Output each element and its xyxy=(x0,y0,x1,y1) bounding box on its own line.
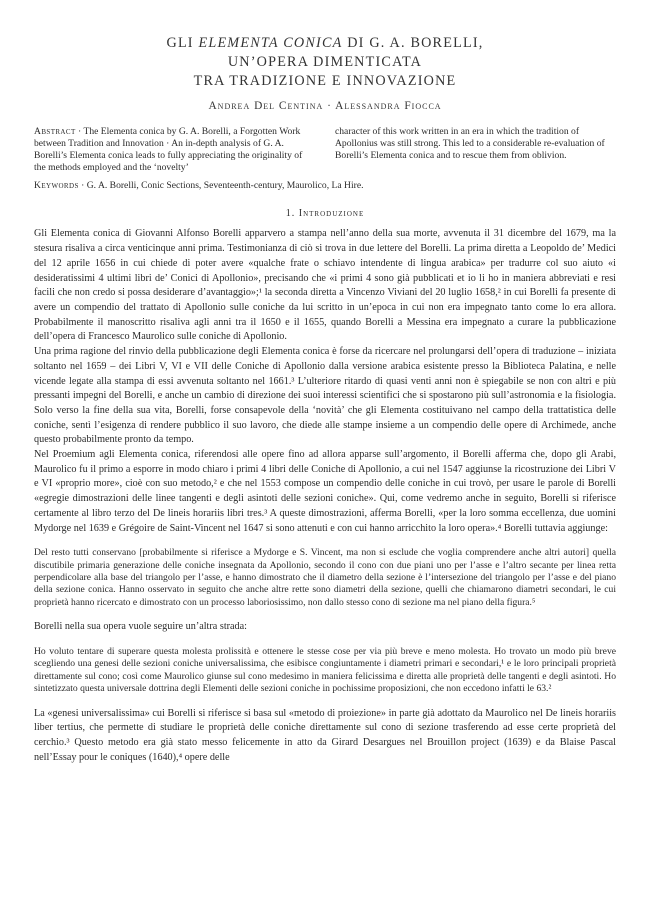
abstract-label: Abstract xyxy=(34,126,76,137)
block-quote-2-text: Ho voluto tentare di superare questa molesta prolissità e ottenere le stesse cose per via più breve e meno molesta. Ho trovato un modo più breve scegliendo una genesi delle sezioni coniche universalissima, che esibisce congiuntamente i diametri primari e secondari,¹ e le loro principali proprietà direttamente sul cono; così come Maurolico giunse sul cono medesimo in maniera felicissima e diretta alle proprietà delle tangenti e degli asintoti. Ho sintetizzato questa universale dottrina degli Elementi delle sezioni coniche in pochissime proposizioni, che non eccedono infatti le 63.² xyxy=(34,645,616,695)
abstract-right-column xyxy=(335,126,616,174)
paragraph-3: Nel Proemium agli Elementa conica, riferendosi alle opere fino ad allora apparse sull’argomento, il Borelli afferma che, dopo gli Arabi, Maurolico fu il primo a esporre in modo chiaro i primi 4 libri delle Coniche di Apollonio, a cui nel 1547 aggiunse la ricostruzione dei Libri V e VI «proprio more», cioè con suo metodo,² e che nel 1553 compose un compendio delle coniche in cui trovò, per usare le parole di Borelli «egregie dimostrazioni delle linee tangenti e degli asintoti delle sezioni coniche». Qui, come vedremo anche in seguito, Borelli si riferisce certamente al libro terzo del De lineis horariis libri tres.³ A queste dimostrazioni, afferma Borelli, «per la loro somma eccellenza, due uomini Mydorge nel 1639 e Grégoire de Saint-Vincent nel 1647 si sono attenuti e con cui hanno arricchito la loro opera».⁴ Borelli tuttavia aggiunge: xyxy=(34,449,616,534)
paragraph-1: Gli Elementa conica di Giovanni Alfonso Borelli apparvero a stampa nell’anno della sua morte, avvenuta il 31 dicembre del 1679, ma la stesura risaliva a circa venticinque anni prima. Testimonianza di ciò si trova in due lettere del Borelli. La prima diretta a Leopoldo de’ Medici del 12 aprile 1656 in cui chiede di poter avere «qualche frate o schiavo intendente di lingua arabica» per tradurre col suo aiuto «i desideratissimi 4 ultimi libri de’ Conici di Apollonio», precisando che «i primi 4 sono già pubblicati et io li ho in maniera abbreviati e resi facili che non credo si possa desiderare d’avantaggio»;¹ la seconda diretta a Vincenzo Viviani del 20 luglio 1658,² in cui Borelli fa presente di avere un compendio del trattato di Apollonio sulle coniche da lui scritto in un’epoca in cui non era impegnato tanto come lo era allora. Probabilmente il manoscritto risaliva agli anni tra il 1650 e il 1655, quando Borelli a Messina era impegnato a curare la pubblicazione dell’opera di Francesco Maurolico sulle coniche di Apollonio. xyxy=(34,228,616,343)
authors: Andrea Del Centina · Alessandra Fiocca xyxy=(208,100,442,112)
final-paragraph xyxy=(34,707,616,766)
bridge-text: Borelli nella sua opera vuole seguire un’altra strada: xyxy=(34,621,248,633)
block-quote-1-text: Del resto tutti conservano [probabilmente si riferisce a Mydorge e S. Vincent, ma non si esclude che voglia comprendere anche altri autori] quella discutibile primaria generazione delle coniche insegnata da Apollonio, secondo il cono con due piani uno per l’asse e l’altro secante per linea retta perpendicolare alla base del triangolo per l’asse, e hanno dimostrato che il diametro della sezione è l’intersezione del triangolo per l’asse e del piano della sezione conica. Hanno osservato in seguito che anche altre rette sono diametri della sezione, quelli che chiamarono diametri secondari, le cui proprietà hanno ricercato e dimostrato con un processo laboriosissimo, non dallo stesso cono di sezione ma nel piano della figura.⁵ xyxy=(34,547,616,608)
paragraph-2: Una prima ragione del rinvio della pubblicazione degli Elementa conica è forse da ricercare nel prolungarsi dell’opera di traduzione – iniziata soltanto nel 1659 – dei Libri V, VI e VII delle Coniche di Apollonio dalla versione arabica esistente presso la Biblioteca Palatina, e nelle vicende legate alla stampa di essi avvenuta soltanto nel 1661.³ L’ulteriore ritardo di quasi venti anni non è spiegabile se non con altri e più pressanti impegni del Borelli, e anche un cambio di direzione dei suoi interessi scientifici che si spostarono più sull’astronomia e la fisiologia. Solo verso la fine della sua vita, Borelli, forse consapevole della ‘novità’ che gli Elementa costituivano nel campo della trattatistica delle coniche, sentì l’esigenza di rendere pubblico il suo lavoro, che diede alle stampe insieme a un compendio delle opere di Archimede, anche questo probabilmente pronto da tempo. xyxy=(34,346,616,446)
final-paragraph-text: La «genesi universalissima» cui Borelli si riferisce si basa sul «metodo di proiezione» in parte già adottato da Maurolico nel De lineis horariis liber tertius, che permette di studiare le proprietà delle coniche direttamente sul cono di sezione trasferendo ad esse certe proprietà del cerchio.³ Questo metodo era già stato messo felicemente in atto da Girard Desargues nel Brouillon project (1639) e da Blaise Pascal nell’Essay pour le coniques (1640),⁴ opere delle xyxy=(34,707,616,763)
abstract xyxy=(34,126,616,174)
abstract-left-column xyxy=(34,126,315,174)
keywords-label: Keywords xyxy=(34,180,79,192)
section-heading: 1. Introduzione xyxy=(285,208,365,220)
title-line-1: GLI ELEMENTA CONICA DI G. A. BORELLI, xyxy=(166,35,484,51)
title-line-3: TRA TRADIZIONE E INNOVAZIONE xyxy=(193,73,457,89)
body-text xyxy=(34,227,616,536)
title-line-2: UN’OPERA DIMENTICATA xyxy=(227,54,423,70)
keywords xyxy=(34,180,616,192)
abstract-text-left: · The Elementa conica by G. A. Borelli, a Forgotten Work between Tradition and Innovation · An in-depth analysis of G. A. Borelli’s Elementa conica leads to fully appreciating the originality of the methods employed and the ‘novelty’ xyxy=(34,126,303,174)
block-quote-2 xyxy=(34,646,616,696)
block-quote-1 xyxy=(34,547,616,609)
keywords-text: · G. A. Borelli, Conic Sections, Seventeenth-century, Maurolico, La Hire. xyxy=(81,180,364,192)
bridge-paragraph xyxy=(34,620,616,635)
abstract-text-right: character of this work written in an era in which the tradition of Apollonius was still strong. This led to a considerable re-evaluation of Borelli’s Elementa conica and to rescue them from oblivion. xyxy=(335,126,605,162)
paper-title xyxy=(34,34,616,91)
